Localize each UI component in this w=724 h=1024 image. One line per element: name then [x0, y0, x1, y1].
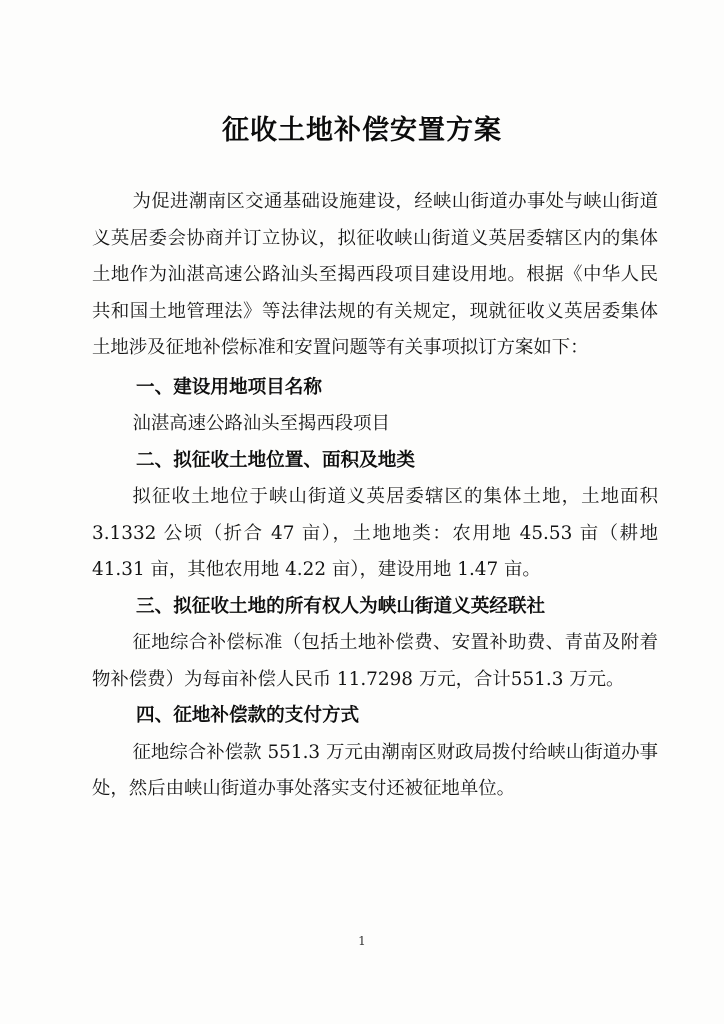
section-heading-2: 二、拟征收土地位置、面积及地类 [136, 449, 415, 471]
document-body [92, 184, 658, 808]
section-heading-3: 三、拟征收土地的所有权人为峡山街道义英经联社 [136, 595, 546, 617]
document-title: 征收土地补偿安置方案 [222, 115, 502, 146]
section-heading-4: 四、征地补偿款的支付方式 [136, 705, 360, 726]
section-body-3: 征地综合补偿标准（包括土地补偿费、安置补助费、青苗及附着物补偿费）为每亩补偿人民币 11.7298 万元，合计551.3 万元。 [92, 632, 658, 690]
intro-paragraph: 为促进潮南区交通基础设施建设，经峡山街道办事处与峡山街道义英居委会协商并订立协议，拟征收峡山街道义英居委辖区内的集体土地作为汕湛高速公路汕头至揭西段项目建设用地。根据《中华人民共和国土地管理法》等法律法规的有关规定，现就征收义英居委集体土地涉及征地补偿标准和安置问题等有关事项拟订方案如下： [92, 191, 658, 358]
page-number: 1 [358, 934, 366, 948]
section-body-1: 汕湛高速公路汕头至揭西段项目 [132, 413, 390, 434]
section-body-2: 拟征收土地位于峡山街道义英居委辖区的集体土地，土地面积 3.1332 公顷（折合 47 亩），土地地类：农用地 45.53 亩（耕地 41.31 亩，其他农用地 4.22 亩），建设用地 1.47 亩。 [92, 486, 658, 580]
section-body-4: 征地综合补偿款 551.3 万元由潮南区财政局拨付给峡山街道办事处，然后由峡山街道办事处落实支付还被征地单位。 [92, 741, 658, 799]
section-heading-1: 一、建设用地项目名称 [136, 376, 322, 398]
